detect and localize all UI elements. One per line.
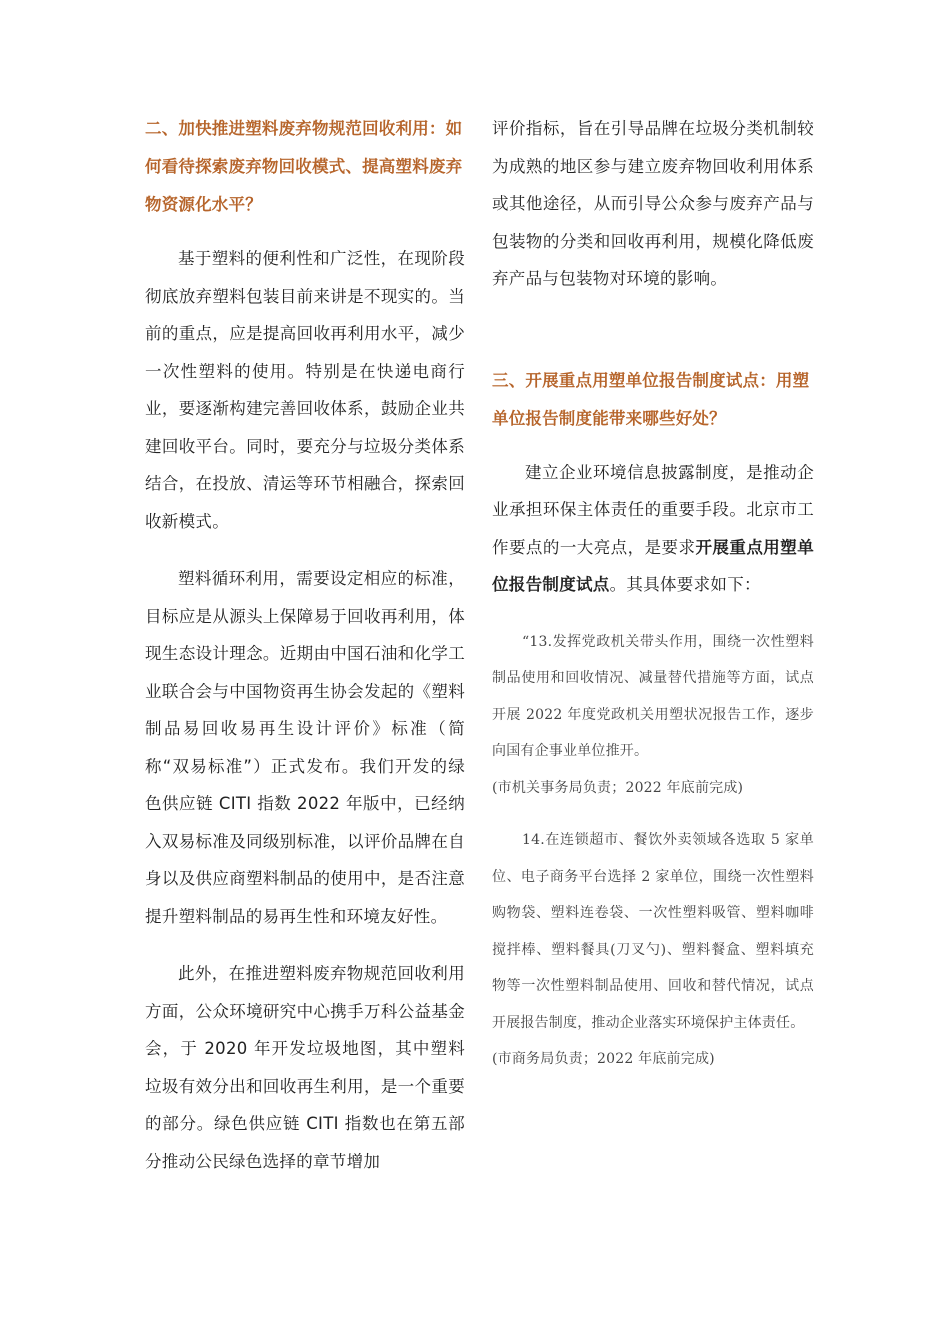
left-column xyxy=(145,110,465,1180)
quote-source: (市机关事务局负责；2022 年底前完成) xyxy=(492,779,744,796)
quote-source: (市商务局负责；2022 年底前完成) xyxy=(492,1051,715,1067)
paragraph-continued: 评价指标，旨在引导品牌在垃圾分类机制较为成熟的地区参与建立废弃物回收利用体系或其他途径，从而引导公众参与废弃产品与包装物的分类和回收再利用，规模化降低废弃产品与包装物对环境的影响。 xyxy=(492,119,814,288)
paragraph-text: 建立企业环境信息披露制度，是推动企业承担环保主体责任的重要手段。北京市工作要点的一大亮点，是要求 xyxy=(492,462,814,557)
paragraph-text: 。其具体要求如下： xyxy=(609,575,761,594)
paragraph: 此外，在推进塑料废弃物规范回收利用方面，公众环境研究中心携手万科公益基金会，于 2020 年开发垃圾地图，其中塑料垃圾有效分出和回收再生利用，是一个重要的部分。绿色供应链 CITI 指数也在第五部分推动公民绿色选择的章节增加 xyxy=(145,964,465,1171)
right-column xyxy=(492,110,814,1078)
paragraph xyxy=(492,454,814,604)
quote-item: “13.发挥党政机关带头作用，围绕一次性塑料制品使用和回收情况、减量替代措施等方面，试点开展 2022 年度党政机关用塑状况报告工作，逐步向国有企事业单位推开。 xyxy=(492,633,814,759)
emphasis-text: 开展重点用塑单位报告制度试点 xyxy=(492,537,814,594)
paragraph: 基于塑料的便利性和广泛性，在现阶段彻底放弃塑料包装目前来讲是不现实的。当前的重点，应是提高回收再利用水平，减少一次性塑料的使用。特别是在快递电商行业，要逐渐构建完善回收体系，鼓励企业共建回收平台。同时，要充分与垃圾分类体系结合，在投放、清运等环节相融合，探索回收新模式。 xyxy=(145,249,465,531)
paragraph: 塑料循环利用，需要设定相应的标准，目标应是从源头上保障易于回收再利用，体现生态设计理念。近期由中国石油和化学工业联合会与中国物资再生协会发起的《塑料制品易回收易再生设计评价》标准（简称“双易标准”）正式发布。我们开发的绿色供应链 CITI 指数 2022 年版中，已经纳入双易标准及同级别标准，以评价品牌在自身以及供应商塑料制品的使用中，是否注意提升塑料制品的易再生性和环境友好性。 xyxy=(145,569,465,926)
section-three-heading: 三、开展重点用塑单位报告制度试点：用塑单位报告制度能带来哪些好处？ xyxy=(492,370,810,428)
quote-item: 14.在连锁超市、餐饮外卖领域各选取 5 家单位、电子商务平台选择 2 家单位，围绕一次性塑料购物袋、塑料连卷袋、一次性塑料吸管、塑料咖啡搅拌棒、塑料餐具(刀叉勺)、塑料餐盒、塑料填充物等一次性塑料制品使用、回收和替代情况，试点开展报告制度，推动企业落实环境保护主体责任。 xyxy=(492,832,814,1031)
section-two-heading: 二、加快推进塑料废弃物规范回收利用：如何看待探索废弃物回收模式、提高塑料废弃物资源化水平？ xyxy=(145,119,463,214)
